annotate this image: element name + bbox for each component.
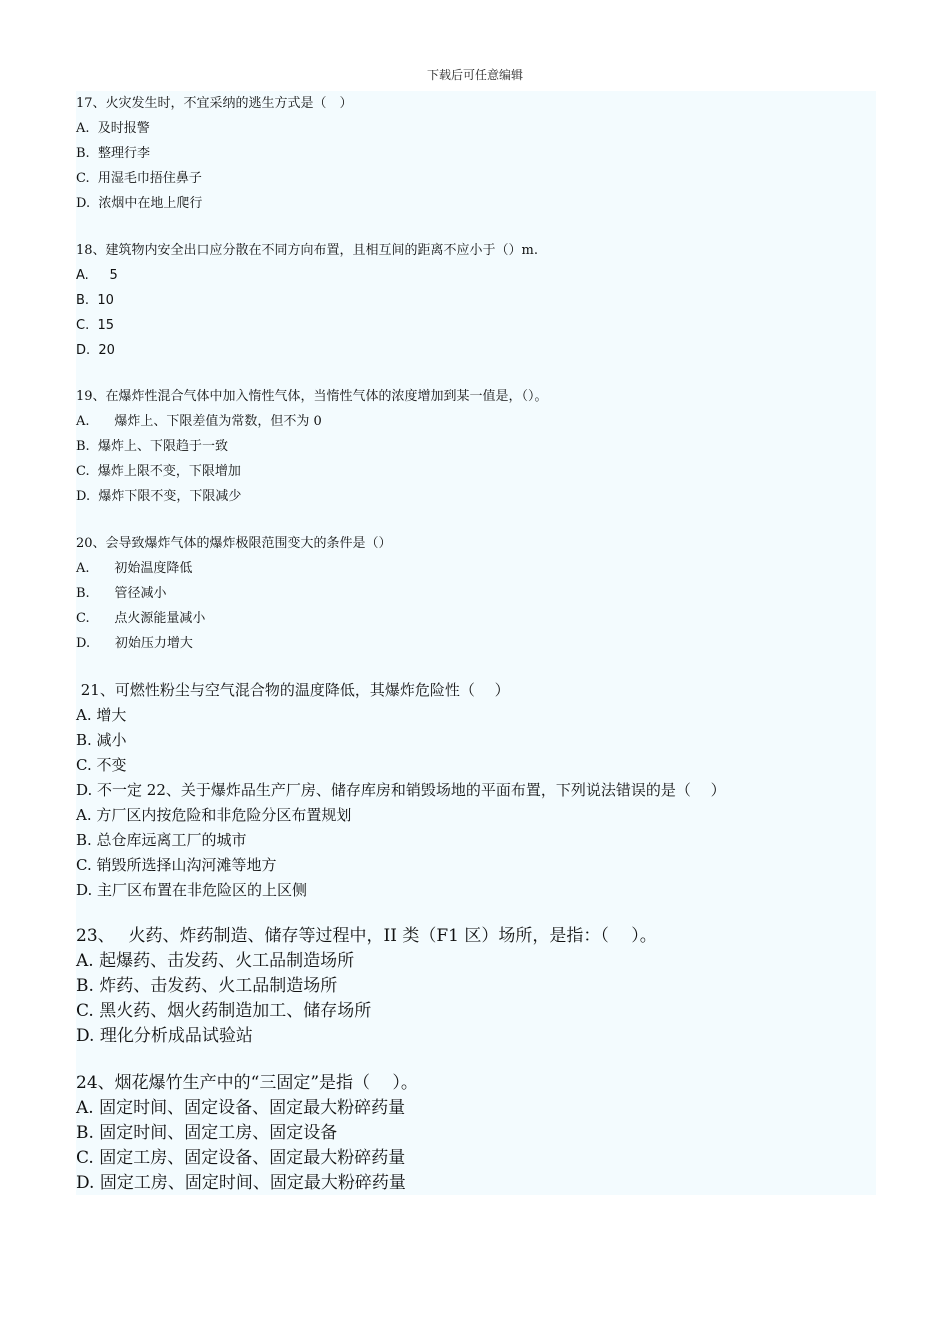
option-d: D. 固定工房、固定时间、固定最大粉碎药量: [76, 1173, 406, 1193]
option-d: D. 浓烟中在地上爬行: [76, 196, 203, 211]
question-stem: 19、在爆炸性混合气体中加入惰性气体，当惰性气体的浓度增加到某一值是，（）。: [76, 389, 548, 404]
option-c: C. 爆炸上限不变，下限增加: [76, 464, 241, 479]
option-c: C. 销毁所选择山沟河滩等地方: [76, 856, 277, 874]
option-c: C. 15: [76, 318, 115, 333]
question-19: [76, 384, 876, 509]
option-c: C. 用湿毛巾捂住鼻子: [76, 171, 202, 186]
option-a: A. 初始温度降低: [76, 561, 193, 576]
question-stem: 21、可燃性粉尘与空气混合物的温度降低，其爆炸危险性（ ）: [76, 681, 510, 699]
option-c: C. 固定工房、固定设备、固定最大粉碎药量: [76, 1148, 406, 1168]
option-d: D. 初始压力增大: [76, 636, 193, 651]
option-a: A. 及时报警: [76, 121, 150, 136]
question-24: [76, 1071, 876, 1196]
option-d: D. 主厂区布置在非危险区的上区侧: [76, 881, 308, 899]
option-a: A. 爆炸上、下限差值为常数，但不为 0: [76, 414, 322, 429]
question-21-22: [76, 678, 876, 903]
question-stem: 18、建筑物内安全出口应分散在不同方向布置，且相互间的距离不应小于（）m.: [76, 243, 539, 258]
option-c: C. 不变: [76, 756, 127, 774]
option-a: A. 方厂区内按危险和非危险分区布置规划: [76, 806, 352, 824]
option-a: A. 起爆药、击发药、火工品制造场所: [76, 951, 355, 971]
question-list: [76, 91, 876, 1195]
question-stem: 17、火灾发生时，不宜采纳的逃生方式是（ ）: [76, 96, 353, 111]
option-d: D. 理化分析成品试验站: [76, 1026, 253, 1046]
option-b: B. 总仓库远离工厂的城市: [76, 831, 247, 849]
option-b: B. 炸药、击发药、火工品制造场所: [76, 976, 338, 996]
question-18: [76, 238, 876, 363]
option-a: A. 固定时间、固定设备、固定最大粉碎药量: [76, 1098, 406, 1118]
question-20: [76, 531, 876, 656]
option-c: C. 黑火药、烟火药制造加工、储存场所: [76, 1001, 372, 1021]
option-b: B. 固定时间、固定工房、固定设备: [76, 1123, 338, 1143]
option-b: B. 10: [76, 293, 114, 308]
option-d: D. 爆炸下限不变，下限减少: [76, 489, 242, 504]
question-stem: 23、 火药、炸药制造、储存等过程中，II 类（F1 区）场所，是指：（ ）。: [76, 926, 657, 946]
option-d: D. 不一定 22、关于爆炸品生产厂房、储存库房和销毁场地的平面布置，下列说法错误的是（ ）: [76, 781, 726, 799]
question-stem: 20、会导致爆炸气体的爆炸极限范围变大的条件是（）: [76, 536, 392, 551]
option-b: B. 减小: [76, 731, 127, 749]
option-b: B. 爆炸上、下限趋于一致: [76, 439, 228, 454]
option-a: A. 5: [76, 268, 118, 283]
question-23: [76, 924, 876, 1049]
option-a: A. 增大: [76, 706, 127, 724]
question-17: [76, 91, 876, 216]
question-stem: 24、烟花爆竹生产中的“三固定”是指（ ）。: [76, 1073, 418, 1093]
option-b: B. 整理行李: [76, 146, 150, 161]
option-c: C. 点火源能量减小: [76, 611, 206, 626]
option-d: D. 20: [76, 343, 115, 358]
option-b: B. 管径减小: [76, 586, 167, 601]
page-header: 下载后可任意编辑: [426, 68, 523, 82]
